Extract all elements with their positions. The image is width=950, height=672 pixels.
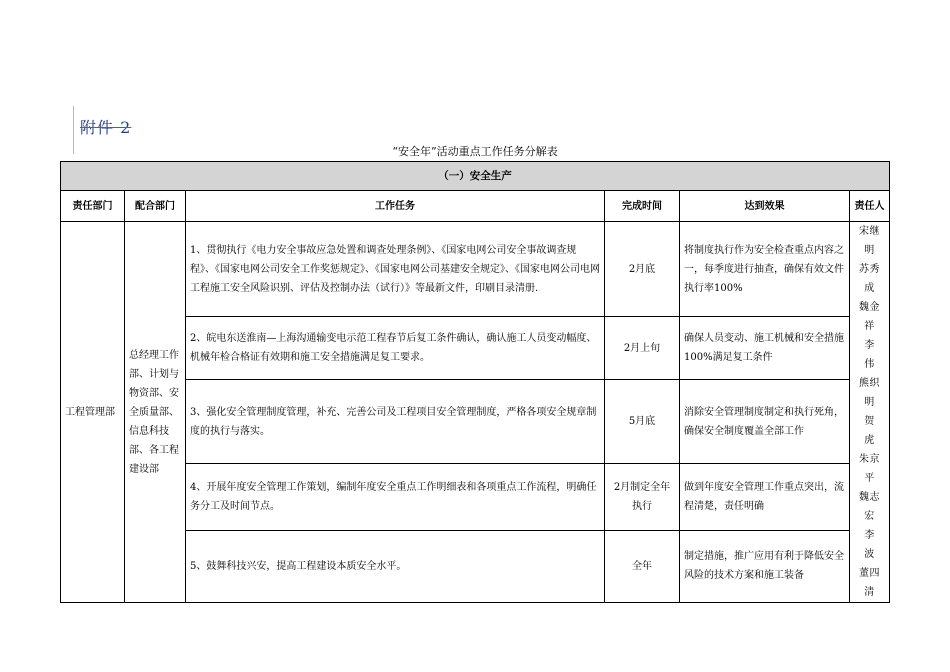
- owner-list: [850, 222, 890, 603]
- task-cell: 4、开展年度安全管理工作策划，编制年度安全重点工作明细表和各项重点工作流程，明确任务分工及时间节点。: [186, 464, 605, 530]
- attachment-label: 附件 2: [80, 118, 132, 137]
- owner-name: 朱京平: [859, 454, 880, 484]
- time-cell: 2月制定全年执行: [605, 464, 680, 530]
- effect-cell: 消除安全管理制度制定和执行死角，确保安全制度覆盖全部工作: [680, 379, 850, 463]
- task-cell: 2、皖电东送淮南—上海沟通输变电示范工程春节后复工条件确认，确认施工人员变动幅度、机械年检合格证有效期和施工安全措施满足复工要求。: [186, 317, 605, 380]
- time-cell: 全年: [605, 530, 680, 602]
- header-effect: 达到效果: [680, 191, 850, 222]
- table-row: [61, 317, 890, 380]
- task-cell: 5、鼓舞科技兴安，提高工程建设本质安全水平。: [186, 530, 605, 602]
- effect-cell: 将制度执行作为安全检查重点内容之一，每季度进行抽查，确保有效文件执行率100%: [680, 222, 850, 317]
- header-owner: 责任人: [850, 191, 890, 222]
- table-row: [61, 222, 890, 317]
- owner-name: 贺 虎: [864, 416, 886, 446]
- owner-name: 苏秀成: [859, 264, 880, 294]
- task-breakdown-table: [60, 161, 890, 603]
- table-row: [61, 530, 890, 602]
- document-title: “安全年”活动重点工作任务分解表: [392, 145, 558, 158]
- table-row: [61, 464, 890, 530]
- responsible-dept: 工程管理部: [61, 222, 125, 603]
- section-title: （一）安全生产: [61, 162, 890, 191]
- owner-name: 宋继明: [859, 226, 880, 256]
- header-task: 工作任务: [186, 191, 605, 222]
- column-header-row: [61, 191, 890, 222]
- owner-name: 李 波: [864, 530, 886, 560]
- owner-name: 李 伟: [864, 340, 886, 370]
- owner-name: 魏金祥: [859, 302, 880, 332]
- cooperating-depts: 总经理工作部、计划与物资部、安全质量部、信息科技部、各工程建设部: [125, 222, 186, 603]
- table-row: [61, 379, 890, 463]
- time-cell: 2月上旬: [605, 317, 680, 380]
- time-cell: 2月底: [605, 222, 680, 317]
- header-time: 完成时间: [605, 191, 680, 222]
- effect-cell: 做到年度安全管理工作重点突出，流程清楚，责任明确: [680, 464, 850, 530]
- section-header-row: [61, 162, 890, 191]
- header-dept: 责任部门: [61, 191, 125, 222]
- owner-name: 董四清: [859, 568, 880, 598]
- task-cell: 1、贯彻执行《电力安全事故应急处置和调查处理条例》、《国家电网公司安全事故调查规程》、《国家电网公司安全工作奖惩规定》、《国家电网公司基建安全规定》、《国家电网公司电网工程施工安全风险识别、评估及控制办法（试行）》等最新文件，印刷目录清册.: [186, 222, 605, 317]
- header-coop: 配合部门: [125, 191, 186, 222]
- task-cell: 3、强化安全管理制度管理，补充、完善公司及工程项目安全管理制度，严格各项安全规章制度的执行与落实。: [186, 379, 605, 463]
- owner-name: 魏志宏: [859, 492, 880, 522]
- effect-cell: 确保人员变动、施工机械和安全措施100%满足复工条件: [680, 317, 850, 380]
- effect-cell: 制定措施，推广应用有利于降低安全风险的技术方案和施工装备: [680, 530, 850, 602]
- time-cell: 5月底: [605, 379, 680, 463]
- owner-name: 熊织明: [859, 378, 880, 408]
